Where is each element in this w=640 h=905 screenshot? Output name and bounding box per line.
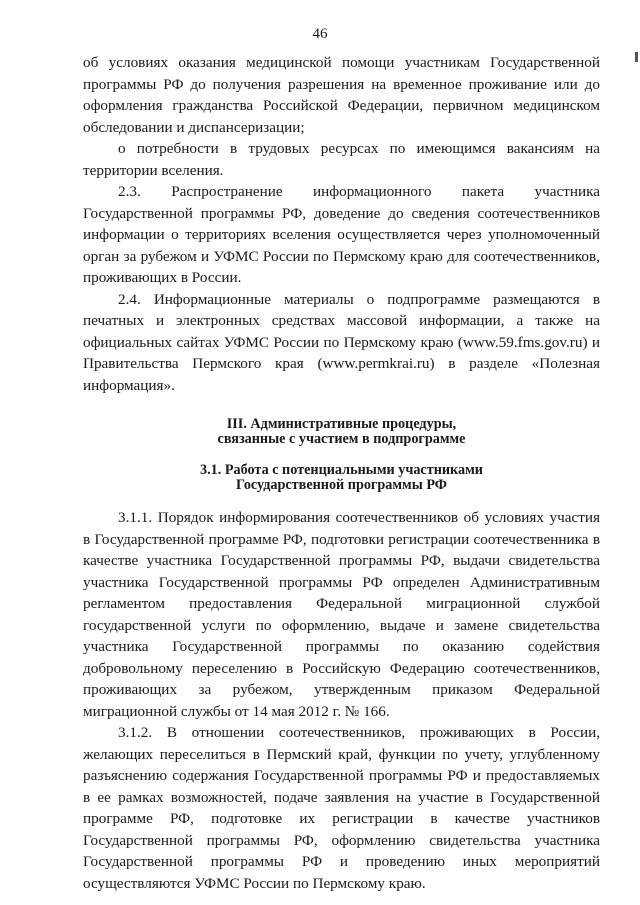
- paragraph-labor-needs: о потребности в трудовых ресурсах по имеющимся вакансиям на территории вселения.: [83, 140, 600, 179]
- paragraph-2-4: 2.4. Информационные материалы о подпрограмме размещаются в печатных и электронных средствах массовой информации, а также на официальных сайтах УФМС России по Пермскому краю (www.59.fms.gov.ru) и Правительства Пермского края (www.permkrai.ru) в разделе «Полезная информация».: [83, 290, 600, 394]
- paragraph-3-1-2: 3.1.2. В отношении соотечественников, проживающих в России, желающих переселиться в Пермский край, функции по учету, углубленному разъяснению содержания Государственной программы РФ и предоставляемых в ее рамках возможностей, подаче заявления на участие в Государственной программе РФ, подготовке их регистрации в качестве участников Государственной программы РФ, оформлению свидетельства участника Государственной программы РФ и проведению иных мероприятий осуществляются УФМС России по Пермскому краю.: [83, 724, 600, 892]
- section-heading-line-1: III. Административные процедуры,: [226, 416, 457, 432]
- section-heading: [83, 417, 600, 447]
- subsection-heading: [83, 463, 600, 493]
- document-body: [83, 52, 600, 894]
- subsection-heading-line-2: Государственной программы РФ: [236, 477, 447, 493]
- paragraph-3-1-1: 3.1.1. Порядок информирования соотечественников об условиях участия в Государственной программе РФ, подготовки регистрации соотечественника в качестве участника Государственной программы РФ, выдачи свидетельства участника Государственной программы РФ определен Административным регламентом предоставления Федеральной миграционной службой государственной услуги по оформлению, выдаче и замене свидетельства участника Государственной программы по оказанию содействия добровольному переселению в Российскую Федерацию соотечественников, проживающих за рубежом, утвержденным приказом Федеральной миграционной службы от 14 мая 2012 г. № 166.: [83, 509, 600, 720]
- scan-edge-mark: [635, 52, 638, 62]
- section-heading-line-2: связанные с участием в подпрограмме: [217, 431, 466, 447]
- page-number: 46: [312, 26, 328, 42]
- subsection-heading-line-1: 3.1. Работа с потенциальными участниками: [200, 462, 483, 478]
- paragraph-2-3: 2.3. Распространение информационного пакета участника Государственной программы РФ, доведение до сведения соотечественников информации о территориях вселения осуществляется через уполномоченный орган за рубежом и УФМС России по Пермскому краю для соотечественников, проживающих в России.: [83, 183, 600, 286]
- paragraph-medical-conditions: об условиях оказания медицинской помощи участникам Государственной программы РФ до получения разрешения на временное проживание или до оформления гражданства Российской Федерации, первичном медицинском обследовании и диспансеризации;: [83, 54, 600, 136]
